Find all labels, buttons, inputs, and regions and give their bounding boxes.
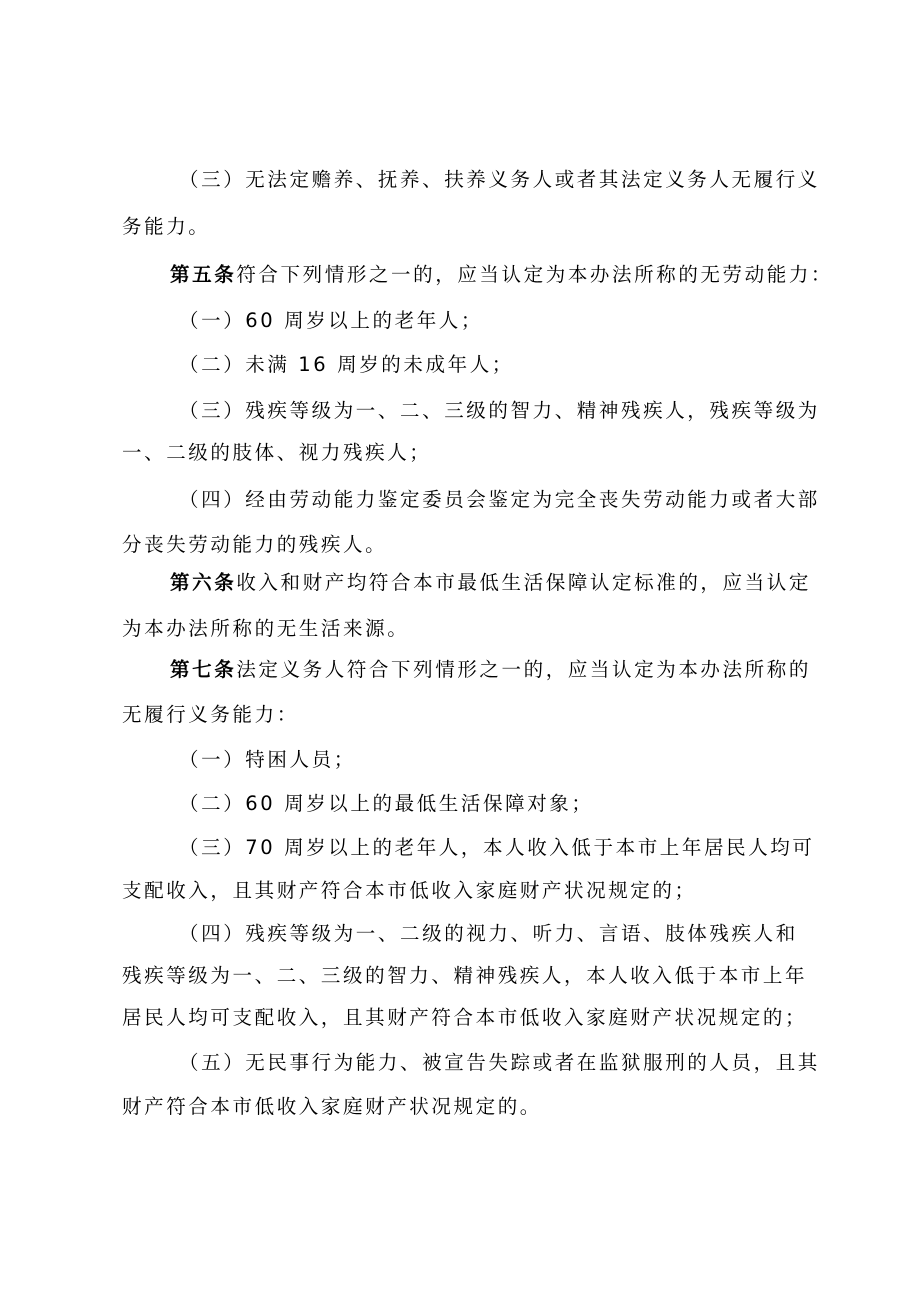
list-item: （二）未满 16 周岁的未成年人；: [179, 353, 514, 376]
list-item: （三）残疾等级为一、二、三级的智力、精神残疾人，残疾等级为: [179, 399, 820, 422]
list-item-continued: 分丧失劳动能力的残疾人。: [122, 533, 388, 556]
article-6: [170, 568, 811, 598]
paragraph-line: 务能力。: [122, 215, 211, 238]
article-heading: 第五条: [170, 263, 237, 286]
list-item-continued: 居民人均可支配收入，且其财产符合本市低收入家庭财产状况规定的；: [122, 1006, 808, 1029]
list-item-continued: 残疾等级为一、二、三级的智力、精神残疾人，本人收入低于本市上年: [122, 964, 808, 987]
list-item: （四）经由劳动能力鉴定委员会鉴定为完全丧失劳动能力或者大部: [179, 488, 820, 511]
list-item: （一）特困人员；: [179, 748, 356, 771]
paragraph-line: （三）无法定赡养、抚养、扶养义务人或者其法定义务人无履行义: [179, 168, 820, 191]
list-item: （四）残疾等级为一、二级的视力、听力、言语、肢体残疾人和: [179, 922, 798, 945]
article-5: [170, 260, 833, 290]
list-item-continued: 支配收入，且其财产符合本市低收入家庭财产状况规定的；: [122, 879, 697, 902]
article-7: [170, 655, 811, 685]
article-text: 符合下列情形之一的，应当认定为本办法所称的无劳动能力：: [236, 263, 834, 286]
article-text: 收入和财产均符合本市最低生活保障认定标准的，应当认定: [236, 571, 811, 594]
list-item: （二）60 周岁以上的最低生活保障对象；: [179, 792, 594, 815]
article-text: 法定义务人符合下列情形之一的，应当认定为本办法所称的: [236, 658, 811, 681]
list-item-continued: 一、二级的肢体、视力残疾人；: [122, 441, 432, 464]
article-text-continued: 无履行义务能力：: [122, 703, 299, 726]
list-item-continued: 财产符合本市低收入家庭财产状况规定的。: [122, 1095, 542, 1118]
list-item: （三）70 周岁以上的老年人，本人收入低于本市上年居民人均可: [179, 836, 815, 859]
list-item: （一）60 周岁以上的老年人；: [179, 309, 484, 332]
article-heading: 第七条: [170, 658, 237, 681]
list-item: （五）无民事行为能力、被宣告失踪或者在监狱服刑的人员，且其: [179, 1051, 820, 1074]
article-text-continued: 为本办法所称的无生活来源。: [122, 617, 410, 640]
article-heading: 第六条: [170, 571, 237, 594]
